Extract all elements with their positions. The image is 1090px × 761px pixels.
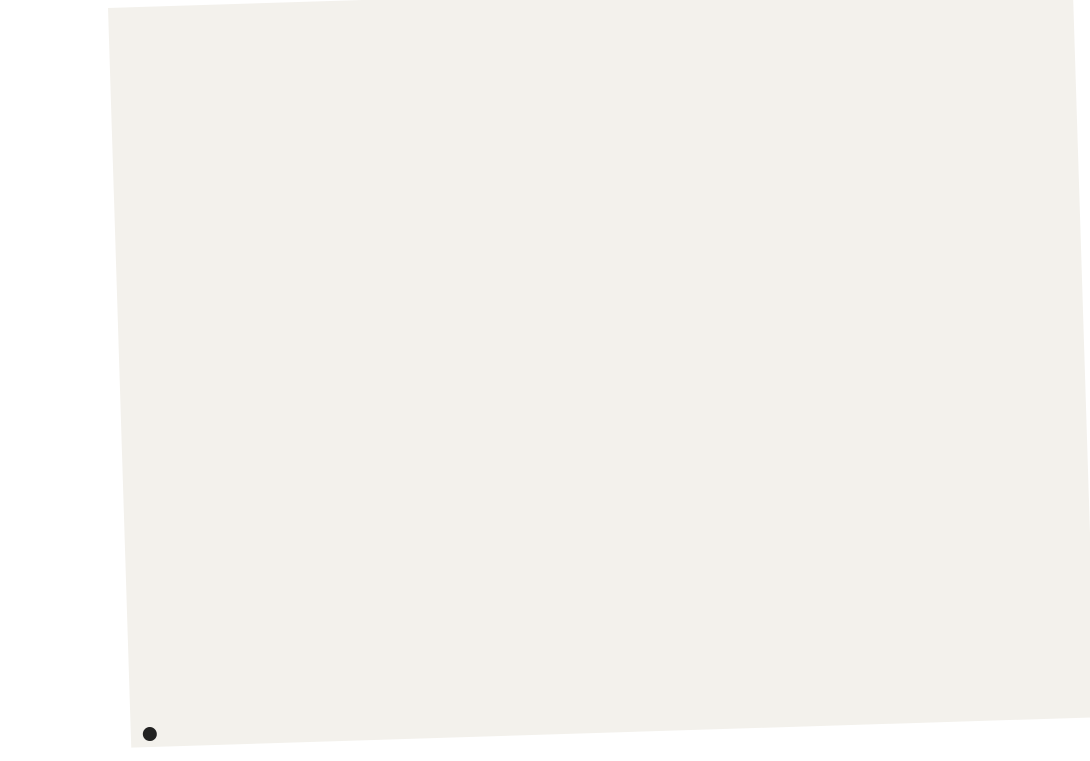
census-sheet (108, 0, 1090, 748)
cbs-logo-icon (143, 727, 157, 741)
data-table (108, 0, 1073, 8)
